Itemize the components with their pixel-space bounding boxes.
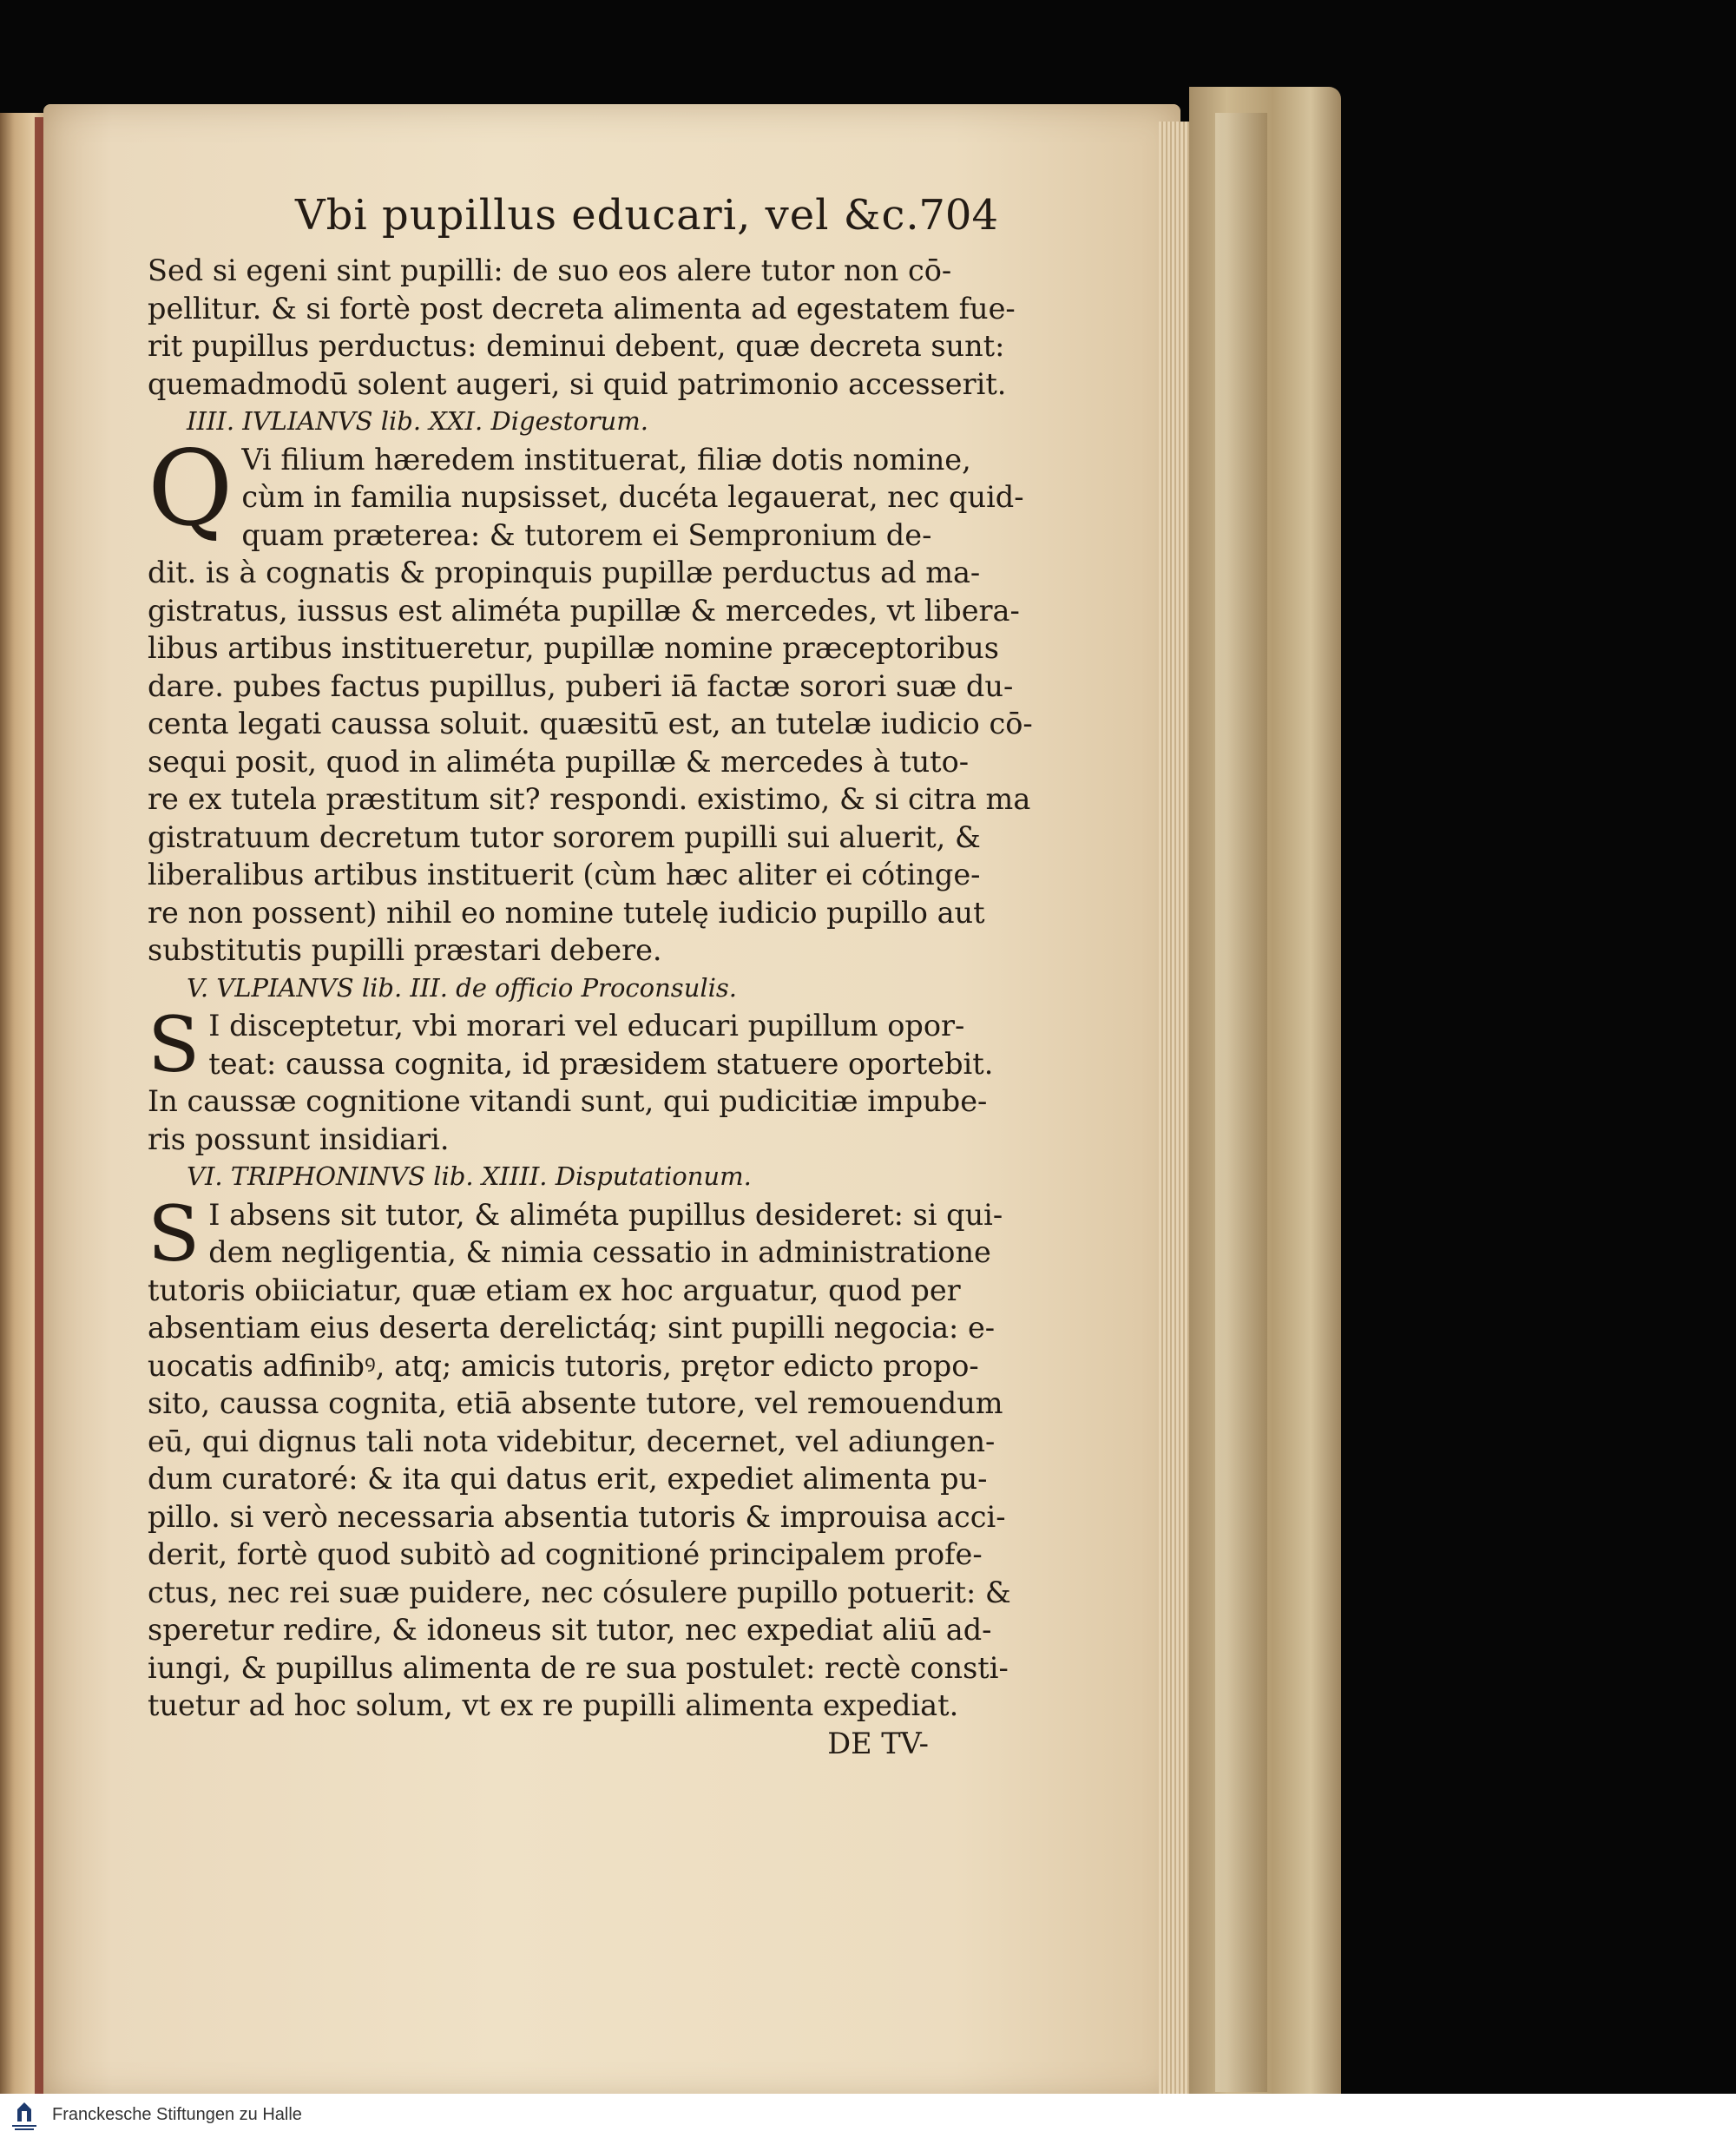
text-line: libus artibus institueretur, pupillæ nomine præceptoribus	[148, 631, 999, 665]
running-head: Vbi pupillus educari, vel &c.	[295, 191, 920, 240]
franckesche-logo-icon[interactable]	[7, 2099, 42, 2134]
text-line: quemadmodū solent augeri, si quid patrimonio accesserit.	[148, 366, 1007, 401]
drop-cap: S	[148, 1188, 201, 1279]
text-line: In caussæ cognitione vitandi sunt, qui pudicitiæ impube-	[148, 1084, 988, 1118]
text-line: centa legati caussa soluit. quæsitū est, an tutelæ iudicio cō-	[148, 707, 1033, 740]
text-line: re ex tutela præstitum sit? respondi. existimo, & si citra ma	[148, 782, 1031, 816]
page-stack-edge	[1159, 122, 1194, 2101]
section-heading-4: IIII. IVLIANVS lib. XXI. Digestorum.	[187, 406, 648, 436]
page-number: 704	[918, 191, 998, 240]
text-line: I absens sit tutor, & aliméta pupillus desideret: si qui-	[208, 1197, 1003, 1232]
text-line: speretur redire, & idoneus sit tutor, nec expediat aliū ad-	[148, 1613, 992, 1647]
text-line: gistratus, iussus est aliméta pupillæ & mercedes, vt libera-	[148, 593, 1020, 628]
section-heading-5: V. VLPIANVS lib. III. de officio Proconsulis.	[187, 972, 738, 1003]
text-line: sito, caussa cognita, etiā absente tutore, vel remouendum	[148, 1386, 1003, 1420]
text-line: cùm in familia nupsisset, ducéta legauerat, nec quid-	[241, 480, 1024, 514]
text-line: pillo. si verò necessaria absentia tutoris & improuisa acci-	[148, 1499, 1006, 1534]
text-line: dum curatoré: & ita qui datus erit, expediet alimenta pu-	[148, 1462, 988, 1496]
text-line: ctus, nec rei suæ puidere, nec cósulere pupillo potuerit: &	[148, 1575, 1011, 1609]
intro-paragraph	[148, 252, 1016, 403]
text-line: Vi filium hæredem instituerat, filiæ dotis nomine,	[241, 442, 971, 477]
text-line: uocatis adfinibꝰ, atq; amicis tutoris, prętor edicto propo-	[148, 1348, 979, 1383]
text-line: dem negligentia, & nimia cessatio in administratione	[208, 1235, 991, 1269]
text-line: I disceptetur, vbi morari vel educari pupillum opor-	[208, 1009, 965, 1043]
text-line: Sed si egeni sint pupilli: de suo eos alere tutor non cō-	[148, 253, 952, 287]
text-line: quam præterea: & tutorem ei Sempronium de-	[241, 517, 932, 552]
text-line: re non possent) nihil eo nomine tutelę iudicio pupillo aut	[148, 895, 985, 930]
text-line: derit, fortè quod subitò ad cognitioné principalem profe-	[148, 1537, 983, 1571]
text-line: dare. pubes factus pupillus, puberi iā factæ sorori suæ du-	[148, 668, 1014, 703]
text-block	[148, 191, 1033, 1762]
text-line: substitutis pupilli præstari debere.	[148, 933, 662, 967]
institution-name[interactable]: Franckesche Stiftungen zu Halle	[52, 2105, 302, 2124]
text-line: rit pupillus perductus: deminui debent, quæ decreta sunt:	[148, 329, 1005, 363]
paragraph-6	[148, 1188, 1003, 1279]
paragraph-4	[148, 428, 1024, 555]
binding-fold	[1215, 113, 1267, 2092]
text-line: gistratuum decretum tutor sororem pupilli sui aluerit, &	[148, 819, 981, 854]
text-line: tutoris obiiciatur, quæ etiam ex hoc arguatur, quod per	[148, 1273, 961, 1307]
text-line: pellitur. & si fortè post decreta alimenta ad egestatem fue-	[148, 291, 1016, 326]
text-line: sequi posit, quod in aliméta pupillæ & mercedes à tuto-	[148, 744, 970, 779]
catchword: DE TV-	[827, 1726, 929, 1760]
drop-cap: Q	[148, 428, 233, 549]
drop-cap: S	[148, 1000, 201, 1089]
page-header	[148, 191, 998, 252]
text-line: teat: caussa cognita, id præsidem statuere oportebit.	[208, 1046, 994, 1081]
text-line: iungi, & pupillus alimenta de re sua postulet: rectè consti-	[148, 1650, 1009, 1685]
text-line: tuetur ad hoc solum, vt ex re pupilli alimenta expediat.	[148, 1688, 959, 1722]
text-line: liberalibus artibus instituerit (cùm hæc aliter ei cótinge-	[148, 858, 981, 891]
section-heading-6: VI. TRIPHONINVS lib. XIIII. Disputationum.	[187, 1161, 752, 1191]
text-line: eū, qui dignus tali nota videbitur, decernet, vel adiungen-	[148, 1424, 996, 1458]
paragraph-5	[148, 1000, 994, 1089]
footer-bar	[0, 2094, 1736, 2138]
text-line: ris possunt insidiari.	[148, 1122, 450, 1156]
text-line: absentiam eius deserta derelictáq; sint pupilli negocia: e-	[148, 1311, 996, 1345]
text-line: dit. is à cognatis & propinquis pupillæ perductus ad ma-	[148, 556, 981, 589]
